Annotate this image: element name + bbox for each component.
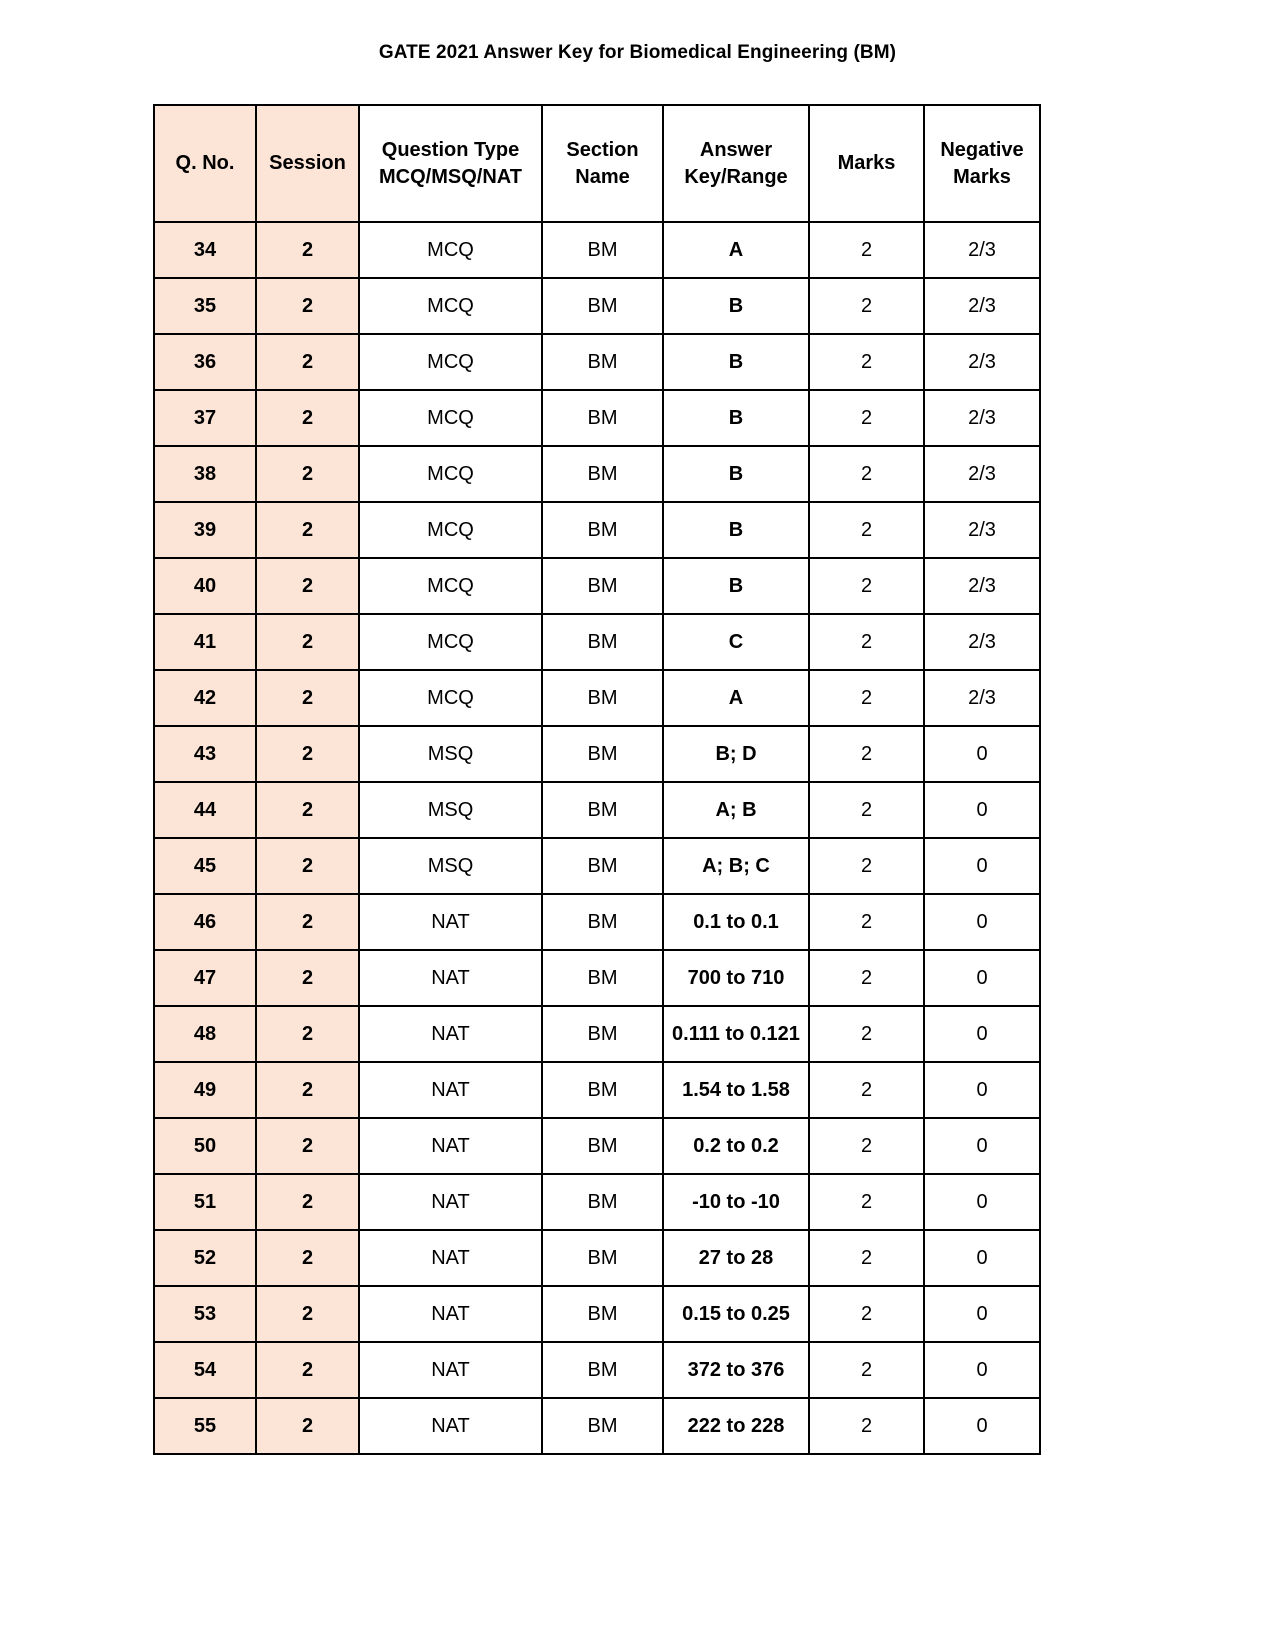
cell-answer-key: A [663, 222, 809, 278]
cell-section-name: BM [542, 1342, 663, 1398]
cell-marks: 2 [809, 670, 924, 726]
header-question-type: Question Type MCQ/MSQ/NAT [359, 105, 542, 222]
cell-session: 2 [256, 446, 359, 502]
cell-negative-marks: 0 [924, 726, 1040, 782]
cell-session: 2 [256, 838, 359, 894]
cell-answer-key: B [663, 558, 809, 614]
cell-qno: 34 [154, 222, 256, 278]
table-row [154, 1006, 1040, 1062]
cell-session: 2 [256, 1286, 359, 1342]
cell-question-type: MCQ [359, 558, 542, 614]
cell-answer-key: 372 to 376 [663, 1342, 809, 1398]
cell-qno: 54 [154, 1342, 256, 1398]
cell-negative-marks: 2/3 [924, 222, 1040, 278]
cell-negative-marks: 0 [924, 782, 1040, 838]
cell-question-type: NAT [359, 1174, 542, 1230]
cell-negative-marks: 0 [924, 1118, 1040, 1174]
table-row [154, 1286, 1040, 1342]
table-row [154, 390, 1040, 446]
cell-marks: 2 [809, 278, 924, 334]
cell-marks: 2 [809, 950, 924, 1006]
cell-section-name: BM [542, 838, 663, 894]
cell-question-type: MCQ [359, 278, 542, 334]
cell-qno: 42 [154, 670, 256, 726]
cell-marks: 2 [809, 222, 924, 278]
cell-question-type: NAT [359, 1062, 542, 1118]
cell-section-name: BM [542, 1230, 663, 1286]
cell-question-type: NAT [359, 950, 542, 1006]
cell-qno: 39 [154, 502, 256, 558]
cell-marks: 2 [809, 1286, 924, 1342]
cell-answer-key: B [663, 502, 809, 558]
cell-negative-marks: 0 [924, 1286, 1040, 1342]
table-row [154, 558, 1040, 614]
table-row [154, 782, 1040, 838]
table-row [154, 1062, 1040, 1118]
cell-marks: 2 [809, 1062, 924, 1118]
cell-session: 2 [256, 1062, 359, 1118]
cell-negative-marks: 0 [924, 950, 1040, 1006]
cell-section-name: BM [542, 894, 663, 950]
cell-section-name: BM [542, 670, 663, 726]
table-row [154, 278, 1040, 334]
cell-marks: 2 [809, 334, 924, 390]
cell-answer-key: A [663, 670, 809, 726]
cell-marks: 2 [809, 558, 924, 614]
table-header [154, 105, 1040, 222]
cell-marks: 2 [809, 1398, 924, 1454]
cell-negative-marks: 2/3 [924, 334, 1040, 390]
cell-session: 2 [256, 726, 359, 782]
cell-question-type: NAT [359, 1398, 542, 1454]
table-row [154, 1174, 1040, 1230]
table-row [154, 1118, 1040, 1174]
cell-negative-marks: 2/3 [924, 558, 1040, 614]
cell-question-type: MCQ [359, 670, 542, 726]
cell-section-name: BM [542, 222, 663, 278]
cell-marks: 2 [809, 614, 924, 670]
cell-answer-key: 27 to 28 [663, 1230, 809, 1286]
cell-marks: 2 [809, 838, 924, 894]
cell-answer-key: -10 to -10 [663, 1174, 809, 1230]
cell-section-name: BM [542, 782, 663, 838]
cell-answer-key: 0.1 to 0.1 [663, 894, 809, 950]
cell-question-type: NAT [359, 1286, 542, 1342]
answer-key-table [153, 104, 1041, 1455]
header-marks: Marks [809, 105, 924, 222]
table-row [154, 838, 1040, 894]
cell-marks: 2 [809, 782, 924, 838]
cell-answer-key: B [663, 334, 809, 390]
cell-question-type: NAT [359, 1006, 542, 1062]
cell-section-name: BM [542, 558, 663, 614]
cell-session: 2 [256, 558, 359, 614]
cell-session: 2 [256, 782, 359, 838]
cell-qno: 45 [154, 838, 256, 894]
cell-question-type: MCQ [359, 446, 542, 502]
cell-answer-key: 0.111 to 0.121 [663, 1006, 809, 1062]
cell-session: 2 [256, 894, 359, 950]
cell-session: 2 [256, 222, 359, 278]
table-row [154, 502, 1040, 558]
cell-qno: 40 [154, 558, 256, 614]
cell-qno: 49 [154, 1062, 256, 1118]
cell-session: 2 [256, 1342, 359, 1398]
cell-section-name: BM [542, 1118, 663, 1174]
cell-marks: 2 [809, 1118, 924, 1174]
cell-answer-key: C [663, 614, 809, 670]
table-body [154, 222, 1040, 1454]
cell-session: 2 [256, 1006, 359, 1062]
table-row [154, 614, 1040, 670]
cell-negative-marks: 0 [924, 838, 1040, 894]
cell-session: 2 [256, 1230, 359, 1286]
cell-negative-marks: 0 [924, 1398, 1040, 1454]
cell-question-type: MSQ [359, 782, 542, 838]
cell-question-type: MCQ [359, 222, 542, 278]
cell-answer-key: 700 to 710 [663, 950, 809, 1006]
cell-session: 2 [256, 670, 359, 726]
cell-negative-marks: 0 [924, 1062, 1040, 1118]
cell-marks: 2 [809, 1342, 924, 1398]
table-row [154, 1230, 1040, 1286]
cell-session: 2 [256, 1118, 359, 1174]
cell-session: 2 [256, 950, 359, 1006]
cell-marks: 2 [809, 446, 924, 502]
cell-question-type: MCQ [359, 614, 542, 670]
cell-answer-key: 0.15 to 0.25 [663, 1286, 809, 1342]
cell-qno: 44 [154, 782, 256, 838]
cell-marks: 2 [809, 1230, 924, 1286]
cell-negative-marks: 2/3 [924, 670, 1040, 726]
cell-negative-marks: 0 [924, 1006, 1040, 1062]
cell-marks: 2 [809, 1006, 924, 1062]
cell-answer-key: B [663, 278, 809, 334]
cell-qno: 55 [154, 1398, 256, 1454]
cell-marks: 2 [809, 894, 924, 950]
cell-answer-key: A; B; C [663, 838, 809, 894]
cell-section-name: BM [542, 446, 663, 502]
header-qno: Q. No. [154, 105, 256, 222]
cell-negative-marks: 2/3 [924, 446, 1040, 502]
cell-section-name: BM [542, 1286, 663, 1342]
cell-session: 2 [256, 614, 359, 670]
cell-negative-marks: 2/3 [924, 502, 1040, 558]
cell-qno: 43 [154, 726, 256, 782]
header-answer-key: Answer Key/Range [663, 105, 809, 222]
header-negative-marks: Negative Marks [924, 105, 1040, 222]
cell-section-name: BM [542, 726, 663, 782]
cell-section-name: BM [542, 1006, 663, 1062]
cell-question-type: MSQ [359, 726, 542, 782]
cell-question-type: MCQ [359, 502, 542, 558]
cell-section-name: BM [542, 334, 663, 390]
header-session: Session [256, 105, 359, 222]
cell-section-name: BM [542, 1174, 663, 1230]
cell-marks: 2 [809, 1174, 924, 1230]
cell-question-type: MSQ [359, 838, 542, 894]
cell-answer-key: B; D [663, 726, 809, 782]
cell-section-name: BM [542, 614, 663, 670]
table-row [154, 446, 1040, 502]
cell-answer-key: A; B [663, 782, 809, 838]
cell-question-type: NAT [359, 1342, 542, 1398]
cell-qno: 35 [154, 278, 256, 334]
cell-marks: 2 [809, 726, 924, 782]
cell-answer-key: B [663, 390, 809, 446]
cell-question-type: NAT [359, 1230, 542, 1286]
table-row [154, 222, 1040, 278]
cell-qno: 36 [154, 334, 256, 390]
cell-answer-key: 222 to 228 [663, 1398, 809, 1454]
cell-question-type: NAT [359, 1118, 542, 1174]
cell-negative-marks: 2/3 [924, 278, 1040, 334]
cell-session: 2 [256, 1174, 359, 1230]
cell-section-name: BM [542, 950, 663, 1006]
cell-qno: 53 [154, 1286, 256, 1342]
cell-negative-marks: 0 [924, 1174, 1040, 1230]
cell-qno: 48 [154, 1006, 256, 1062]
cell-answer-key: B [663, 446, 809, 502]
table-row [154, 670, 1040, 726]
cell-negative-marks: 2/3 [924, 614, 1040, 670]
cell-section-name: BM [542, 390, 663, 446]
cell-qno: 51 [154, 1174, 256, 1230]
table-row [154, 894, 1040, 950]
cell-answer-key: 1.54 to 1.58 [663, 1062, 809, 1118]
cell-session: 2 [256, 502, 359, 558]
cell-question-type: NAT [359, 894, 542, 950]
cell-section-name: BM [542, 1398, 663, 1454]
cell-section-name: BM [542, 502, 663, 558]
cell-marks: 2 [809, 390, 924, 446]
cell-answer-key: 0.2 to 0.2 [663, 1118, 809, 1174]
table-row [154, 334, 1040, 390]
cell-question-type: MCQ [359, 334, 542, 390]
cell-qno: 41 [154, 614, 256, 670]
cell-negative-marks: 0 [924, 1230, 1040, 1286]
cell-section-name: BM [542, 1062, 663, 1118]
page-title: GATE 2021 Answer Key for Biomedical Engineering (BM) [378, 42, 897, 63]
cell-section-name: BM [542, 278, 663, 334]
cell-question-type: MCQ [359, 390, 542, 446]
cell-qno: 47 [154, 950, 256, 1006]
cell-qno: 46 [154, 894, 256, 950]
cell-qno: 52 [154, 1230, 256, 1286]
table-row [154, 1398, 1040, 1454]
cell-qno: 37 [154, 390, 256, 446]
cell-qno: 38 [154, 446, 256, 502]
table-row [154, 726, 1040, 782]
cell-qno: 50 [154, 1118, 256, 1174]
cell-negative-marks: 0 [924, 894, 1040, 950]
header-row [154, 105, 1040, 222]
cell-session: 2 [256, 278, 359, 334]
cell-session: 2 [256, 390, 359, 446]
table-row [154, 1342, 1040, 1398]
cell-negative-marks: 2/3 [924, 390, 1040, 446]
header-section-name: Section Name [542, 105, 663, 222]
cell-marks: 2 [809, 502, 924, 558]
cell-session: 2 [256, 334, 359, 390]
table-row [154, 950, 1040, 1006]
cell-session: 2 [256, 1398, 359, 1454]
cell-negative-marks: 0 [924, 1342, 1040, 1398]
